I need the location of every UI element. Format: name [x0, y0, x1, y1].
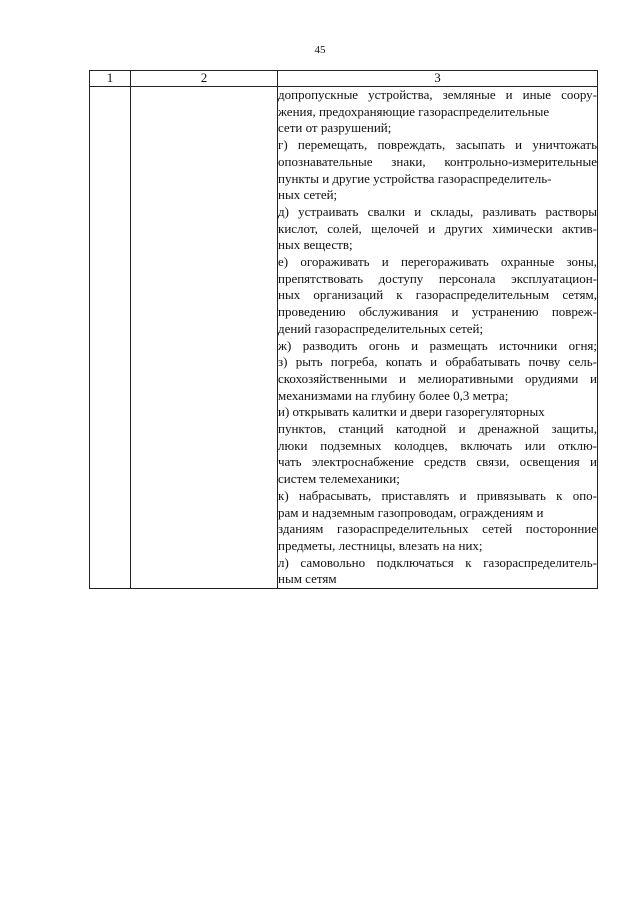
text-line: скохозяйственными и мелиоративными орудиями и [278, 370, 597, 386]
text-line: к) набрасывать, приставлять и привязывать к опо- [278, 487, 597, 503]
table-header-row [90, 71, 598, 87]
text-line: люки подземных колодцев, включать или отклю- [278, 437, 597, 453]
text-line: зданиям газораспределительных сетей посторонние [278, 521, 597, 537]
text-line: д) устраивать свалки и склады, разливать растворы [278, 203, 597, 219]
text-line: опознавательные знаки, контрольно-измерительные [278, 153, 597, 169]
text-line: кислот, солей, щелочей и других химически актив- [278, 220, 597, 236]
text-line: проведению обслуживания и устранению повреж- [278, 304, 597, 320]
cell-col-3-text [278, 87, 598, 589]
text-line: препятствовать доступу персонала эксплуатацион- [278, 270, 597, 286]
text-line: е) огораживать и перегораживать охранные зоны, [278, 254, 597, 270]
header-col-2: 2 [131, 71, 278, 87]
text-line: систем телемеханики; [278, 471, 400, 487]
header-col-3: 3 [278, 71, 598, 87]
text-line: механизмами на глубину более 0,3 метра; [278, 387, 509, 403]
cell-col-2 [131, 87, 278, 589]
cell-col-1 [90, 87, 131, 589]
text-line: рам и надземным газопроводам, ограждениям и [278, 504, 544, 520]
text-line: пункты и другие устройства газораспределитель- [278, 170, 552, 186]
header-col-1: 1 [90, 71, 131, 87]
text-line: л) самовольно подключаться к газораспределитель- [278, 554, 597, 570]
document-table [89, 70, 598, 589]
text-line: предметы, лестницы, влезать на них; [278, 537, 483, 553]
text-line: пунктов, станций катодной и дренажной защиты, [278, 421, 597, 437]
text-line: ных веществ; [278, 237, 353, 253]
page-number: 45 [314, 44, 326, 56]
text-line: г) перемещать, повреждать, засыпать и уничтожать [278, 137, 597, 153]
table-row [90, 87, 598, 589]
text-line: ных организаций к газораспределительным сетям, [278, 287, 597, 303]
text-line: дений газораспределительных сетей; [278, 320, 484, 336]
text-line: и) открывать калитки и двери газорегуляторных [278, 404, 545, 420]
text-line: жения, предохраняющие газораспределительные [278, 103, 550, 119]
text-line: сети от разрушений; [278, 120, 392, 136]
text-line: чать электроснабжение средств связи, освещения и [278, 454, 597, 470]
text-line: ж) разводить огонь и размещать источники огня; [278, 337, 597, 353]
text-line: ным сетям [278, 571, 337, 587]
text-line: з) рыть погреба, копать и обрабатывать почву сель- [278, 354, 597, 370]
text-line: ных сетей; [278, 187, 338, 203]
text-line: допропускные устройства, земляные и иные соору- [278, 87, 597, 102]
